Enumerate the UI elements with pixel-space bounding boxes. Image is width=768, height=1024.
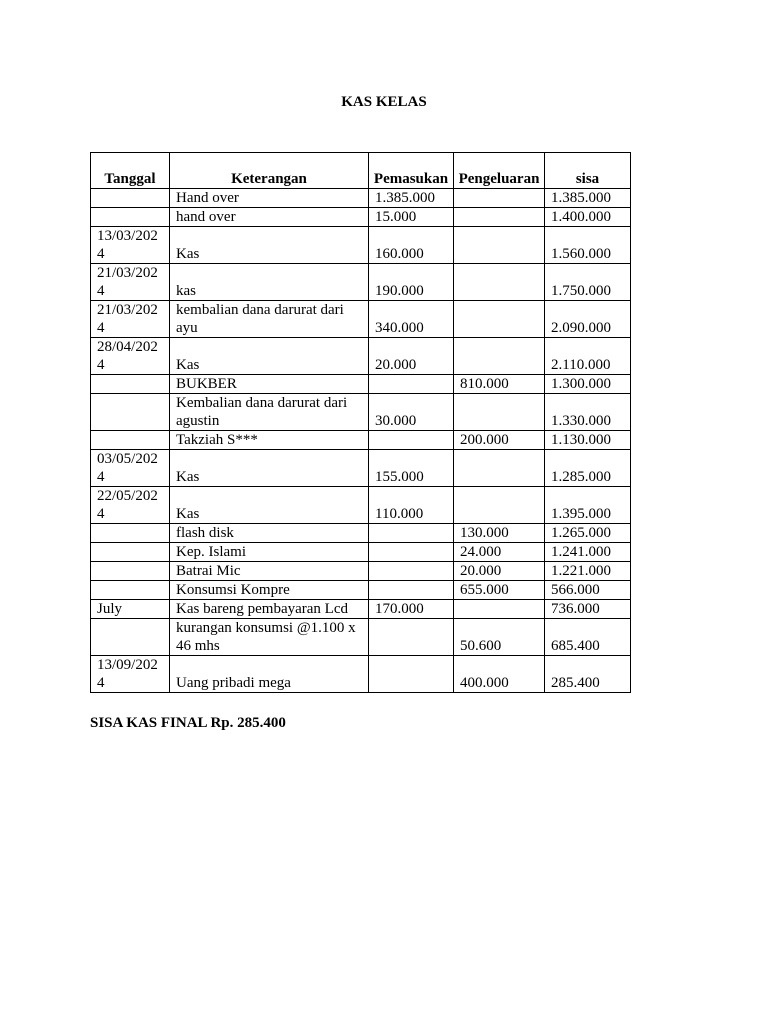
cell-tanggal: 03/05/2024 — [91, 450, 170, 487]
cell-keterangan: Kas — [170, 450, 369, 487]
cell-tanggal — [91, 431, 170, 450]
cell-pengeluaran — [454, 208, 545, 227]
header-tanggal: Tanggal — [91, 153, 170, 189]
cell-sisa: 736.000 — [545, 600, 631, 619]
cash-ledger-table — [90, 152, 631, 693]
cell-sisa: 566.000 — [545, 581, 631, 600]
cell-tanggal: 21/03/2024 — [91, 301, 170, 338]
cell-tanggal — [91, 524, 170, 543]
cell-pengeluaran: 20.000 — [454, 562, 545, 581]
cell-pemasukan — [369, 431, 454, 450]
cell-pengeluaran — [454, 227, 545, 264]
cell-keterangan: Kas — [170, 338, 369, 375]
cell-sisa: 1.395.000 — [545, 487, 631, 524]
cell-pemasukan: 30.000 — [369, 394, 454, 431]
cell-keterangan: Kep. Islami — [170, 543, 369, 562]
cell-pengeluaran: 50.600 — [454, 619, 545, 656]
table-row — [91, 450, 631, 487]
table-row — [91, 543, 631, 562]
cell-sisa: 1.130.000 — [545, 431, 631, 450]
table-row — [91, 431, 631, 450]
cell-tanggal: 22/05/2024 — [91, 487, 170, 524]
cell-pengeluaran — [454, 338, 545, 375]
cell-keterangan: Kas — [170, 487, 369, 524]
table-row — [91, 264, 631, 301]
cell-pemasukan: 170.000 — [369, 600, 454, 619]
cell-sisa: 1.300.000 — [545, 375, 631, 394]
cell-keterangan: flash disk — [170, 524, 369, 543]
cell-pemasukan: 20.000 — [369, 338, 454, 375]
table-body — [91, 189, 631, 693]
cell-pemasukan — [369, 619, 454, 656]
cell-pengeluaran: 655.000 — [454, 581, 545, 600]
cell-keterangan: Uang pribadi mega — [170, 656, 369, 693]
table-row — [91, 375, 631, 394]
cell-sisa: 1.330.000 — [545, 394, 631, 431]
cell-sisa: 1.285.000 — [545, 450, 631, 487]
cell-tanggal — [91, 619, 170, 656]
cell-tanggal: 28/04/2024 — [91, 338, 170, 375]
table-row — [91, 487, 631, 524]
cell-sisa: 1.750.000 — [545, 264, 631, 301]
cell-pemasukan: 1.385.000 — [369, 189, 454, 208]
cell-tanggal — [91, 562, 170, 581]
cell-pengeluaran — [454, 189, 545, 208]
cell-pengeluaran — [454, 487, 545, 524]
cell-pemasukan: 155.000 — [369, 450, 454, 487]
cell-pemasukan: 110.000 — [369, 487, 454, 524]
cell-pengeluaran — [454, 394, 545, 431]
cell-sisa: 285.400 — [545, 656, 631, 693]
cell-tanggal — [91, 581, 170, 600]
header-keterangan: Keterangan — [170, 153, 369, 189]
cell-keterangan: Batrai Mic — [170, 562, 369, 581]
cell-sisa: 2.110.000 — [545, 338, 631, 375]
cell-sisa: 1.400.000 — [545, 208, 631, 227]
cell-pemasukan — [369, 581, 454, 600]
table-header-row — [91, 153, 631, 189]
cell-sisa: 685.400 — [545, 619, 631, 656]
cell-pengeluaran: 24.000 — [454, 543, 545, 562]
cell-pengeluaran: 200.000 — [454, 431, 545, 450]
cell-pemasukan: 15.000 — [369, 208, 454, 227]
table-row — [91, 301, 631, 338]
cell-pemasukan — [369, 562, 454, 581]
cell-tanggal — [91, 208, 170, 227]
cell-keterangan: kas — [170, 264, 369, 301]
cell-sisa: 1.221.000 — [545, 562, 631, 581]
cell-sisa: 1.241.000 — [545, 543, 631, 562]
cell-keterangan: Kas bareng pembayaran Lcd — [170, 600, 369, 619]
cell-pemasukan: 190.000 — [369, 264, 454, 301]
cell-keterangan: Takziah S*** — [170, 431, 369, 450]
table-row — [91, 208, 631, 227]
cell-tanggal: 13/09/2024 — [91, 656, 170, 693]
cell-pengeluaran — [454, 301, 545, 338]
cell-keterangan: Konsumsi Kompre — [170, 581, 369, 600]
cell-sisa: 1.265.000 — [545, 524, 631, 543]
cell-keterangan: Kas — [170, 227, 369, 264]
table-row — [91, 581, 631, 600]
cell-keterangan: Hand over — [170, 189, 369, 208]
header-pengeluaran: Pengeluaran — [454, 153, 545, 189]
table-row — [91, 524, 631, 543]
header-sisa: sisa — [545, 153, 631, 189]
cell-pemasukan — [369, 656, 454, 693]
cell-sisa: 1.385.000 — [545, 189, 631, 208]
cell-pengeluaran — [454, 450, 545, 487]
cell-tanggal — [91, 375, 170, 394]
cell-tanggal: 21/03/2024 — [91, 264, 170, 301]
table-row — [91, 227, 631, 264]
table-row — [91, 600, 631, 619]
cell-pemasukan — [369, 524, 454, 543]
table-row — [91, 619, 631, 656]
table-row — [91, 338, 631, 375]
cell-pengeluaran — [454, 264, 545, 301]
cell-tanggal — [91, 394, 170, 431]
cell-tanggal — [91, 189, 170, 208]
cell-sisa: 1.560.000 — [545, 227, 631, 264]
table-row — [91, 394, 631, 431]
cell-pengeluaran — [454, 600, 545, 619]
cell-keterangan: kurangan konsumsi @1.100 x 46 mhs — [170, 619, 369, 656]
cell-pemasukan — [369, 375, 454, 394]
cell-tanggal: July — [91, 600, 170, 619]
cell-pemasukan: 160.000 — [369, 227, 454, 264]
cell-sisa: 2.090.000 — [545, 301, 631, 338]
cell-keterangan: BUKBER — [170, 375, 369, 394]
cell-pemasukan — [369, 543, 454, 562]
cell-pengeluaran: 130.000 — [454, 524, 545, 543]
page-title: KAS KELAS — [341, 94, 427, 110]
cell-pemasukan: 340.000 — [369, 301, 454, 338]
cell-pengeluaran: 400.000 — [454, 656, 545, 693]
table-row — [91, 562, 631, 581]
cell-keterangan: hand over — [170, 208, 369, 227]
cell-pengeluaran: 810.000 — [454, 375, 545, 394]
cell-keterangan: kembalian dana darurat dari ayu — [170, 301, 369, 338]
table-row — [91, 189, 631, 208]
cell-tanggal: 13/03/2024 — [91, 227, 170, 264]
cell-keterangan: Kembalian dana darurat dari agustin — [170, 394, 369, 431]
cell-tanggal — [91, 543, 170, 562]
table-row — [91, 656, 631, 693]
header-pemasukan: Pemasukan — [369, 153, 454, 189]
final-balance-note: SISA KAS FINAL Rp. 285.400 — [90, 715, 286, 731]
